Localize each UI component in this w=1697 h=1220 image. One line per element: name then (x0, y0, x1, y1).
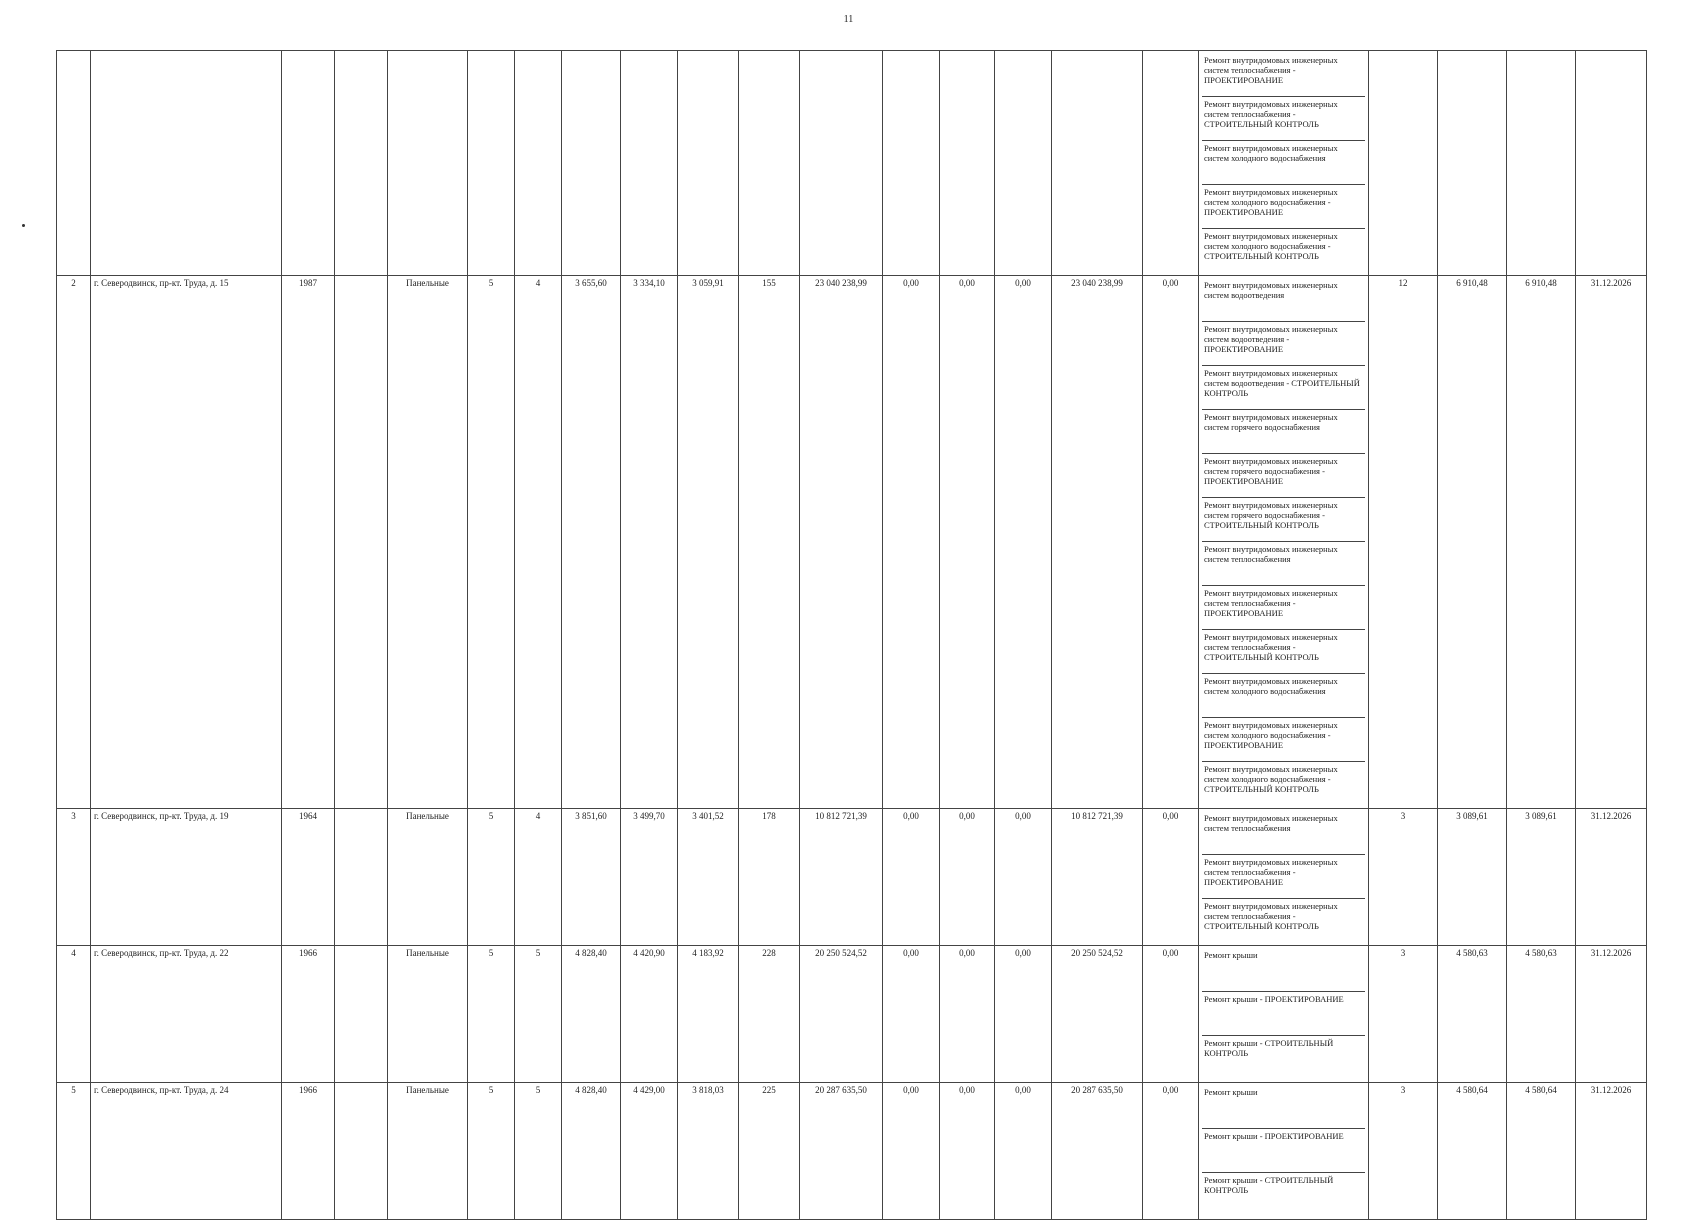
other-funds-cell (1143, 51, 1199, 276)
work-item: Ремонт крыши - ПРОЕКТИРОВАНИЕ (1202, 992, 1365, 1036)
residents-cell: 178 (739, 809, 800, 946)
fund-local-cell: 0,00 (995, 276, 1052, 809)
deadline-cell: 31.12.2026 (1576, 1083, 1647, 1220)
residential-area-cell: 3 401,52 (678, 809, 739, 946)
works-count-cell: 12 (1369, 276, 1438, 809)
row-number (57, 51, 91, 276)
other-funds-cell: 0,00 (1143, 1083, 1199, 1220)
work-item: Ремонт крыши (1202, 948, 1365, 992)
work-item: Ремонт внутридомовых инженерных систем теплоснабжения - ПРОЕКТИРОВАНИЕ (1202, 855, 1365, 899)
row-number: 5 (57, 1083, 91, 1220)
fund-local-cell: 0,00 (995, 1083, 1052, 1220)
cost-total-cell: 23 040 238,99 (800, 276, 883, 809)
commissioning-year-cell: 1966 (282, 946, 335, 1083)
work-item: Ремонт внутридомовых инженерных систем теплоснабжения - СТРОИТЕЛЬНЫЙ КОНТРОЛЬ (1204, 901, 1338, 931)
unit-limit-cell: 6 910,48 (1507, 276, 1576, 809)
unit-cost-cell: 6 910,48 (1438, 276, 1507, 809)
residents-cell: 225 (739, 1083, 800, 1220)
works-count-cell (1369, 51, 1438, 276)
cost-total-cell: 20 287 635,50 (800, 1083, 883, 1220)
table-row (57, 51, 1647, 276)
wall-material-cell: Панельные (388, 276, 468, 809)
table-row (57, 946, 1647, 1083)
reconstruction-year-cell (335, 946, 388, 1083)
work-item: Ремонт внутридомовых инженерных систем горячего водоснабжения - ПРОЕКТИРОВАНИЕ (1202, 454, 1365, 498)
other-funds-cell: 0,00 (1143, 809, 1199, 946)
row-number: 2 (57, 276, 91, 809)
residential-area-cell (678, 51, 739, 276)
owners-funds-cell: 23 040 238,99 (1052, 276, 1143, 809)
fund-regional-cell (940, 51, 995, 276)
unit-limit-cell: 4 580,64 (1507, 1083, 1576, 1220)
fund-federal-cell: 0,00 (883, 809, 940, 946)
premises-area-cell: 4 429,00 (621, 1083, 678, 1220)
work-item: Ремонт внутридомовых инженерных систем холодного водоснабжения - ПРОЕКТИРОВАНИЕ (1202, 718, 1365, 762)
work-item: Ремонт крыши - СТРОИТЕЛЬНЫЙ КОНТРОЛЬ (1204, 1175, 1334, 1195)
work-item: Ремонт внутридомовых инженерных систем теплоснабжения - СТРОИТЕЛЬНЫЙ КОНТРОЛЬ (1202, 97, 1365, 141)
commissioning-year-cell: 1964 (282, 809, 335, 946)
work-item: Ремонт внутридомовых инженерных систем холодного водоснабжения (1202, 674, 1365, 718)
table-body (57, 51, 1647, 1220)
works-count-cell: 3 (1369, 809, 1438, 946)
work-item: Ремонт крыши - СТРОИТЕЛЬНЫЙ КОНТРОЛЬ (1204, 1038, 1334, 1058)
residential-area-cell: 3 059,91 (678, 276, 739, 809)
wall-material-cell: Панельные (388, 809, 468, 946)
address-cell: г. Северодвинск, пр-кт. Труда, д. 19 (91, 809, 282, 946)
works-list-cell (1199, 51, 1369, 276)
address-cell: г. Северодвинск, пр-кт. Труда, д. 24 (91, 1083, 282, 1220)
works-count-cell: 3 (1369, 946, 1438, 1083)
wall-material-cell (388, 51, 468, 276)
reconstruction-year-cell (335, 809, 388, 946)
cost-total-cell: 10 812 721,39 (800, 809, 883, 946)
floors-cell: 5 (468, 809, 515, 946)
work-item: Ремонт внутридомовых инженерных систем водоотведения - ПРОЕКТИРОВАНИЕ (1202, 322, 1365, 366)
works-list-cell (1199, 1083, 1369, 1220)
premises-area-cell (621, 51, 678, 276)
wall-material-cell: Панельные (388, 946, 468, 1083)
reconstruction-year-cell (335, 276, 388, 809)
unit-limit-cell: 3 089,61 (1507, 809, 1576, 946)
owners-funds-cell: 20 287 635,50 (1052, 1083, 1143, 1220)
deadline-cell: 31.12.2026 (1576, 809, 1647, 946)
residents-cell: 155 (739, 276, 800, 809)
deadline-cell (1576, 51, 1647, 276)
work-item: Ремонт внутридомовых инженерных систем теплоснабжения (1202, 811, 1365, 855)
floors-cell: 5 (468, 276, 515, 809)
reconstruction-year-cell (335, 1083, 388, 1220)
work-item: Ремонт внутридомовых инженерных систем холодного водоснабжения - СТРОИТЕЛЬНЫЙ КОНТРОЛЬ (1204, 764, 1338, 794)
unit-cost-cell (1438, 51, 1507, 276)
works-count-cell: 3 (1369, 1083, 1438, 1220)
work-item: Ремонт крыши (1202, 1085, 1365, 1129)
address-cell: г. Северодвинск, пр-кт. Труда, д. 15 (91, 276, 282, 809)
floors-cell: 5 (468, 1083, 515, 1220)
commissioning-year-cell: 1987 (282, 276, 335, 809)
unit-cost-cell: 4 580,63 (1438, 946, 1507, 1083)
work-item: Ремонт внутридомовых инженерных систем теплоснабжения (1202, 542, 1365, 586)
fund-federal-cell (883, 51, 940, 276)
capital-repair-table (56, 50, 1647, 1220)
fund-local-cell (995, 51, 1052, 276)
work-item: Ремонт внутридомовых инженерных систем горячего водоснабжения - СТРОИТЕЛЬНЫЙ КОНТРОЛЬ (1202, 498, 1365, 542)
work-item: Ремонт внутридомовых инженерных систем водоотведения (1202, 278, 1365, 322)
row-number: 3 (57, 809, 91, 946)
wall-material-cell: Панельные (388, 1083, 468, 1220)
residents-cell (739, 51, 800, 276)
fund-regional-cell: 0,00 (940, 809, 995, 946)
entrances-cell: 4 (515, 276, 562, 809)
entrances-cell: 4 (515, 809, 562, 946)
unit-limit-cell: 4 580,63 (1507, 946, 1576, 1083)
work-item: Ремонт внутридомовых инженерных систем холодного водоснабжения - СТРОИТЕЛЬНЫЙ КОНТРОЛЬ (1204, 231, 1338, 261)
page-number: 11 (843, 14, 854, 25)
table-row (57, 276, 1647, 809)
work-item: Ремонт внутридомовых инженерных систем водоотведения - СТРОИТЕЛЬНЫЙ КОНТРОЛЬ (1202, 366, 1365, 410)
fund-regional-cell: 0,00 (940, 1083, 995, 1220)
fund-federal-cell: 0,00 (883, 276, 940, 809)
unit-limit-cell (1507, 51, 1576, 276)
work-item: Ремонт внутридомовых инженерных систем теплоснабжения - ПРОЕКТИРОВАНИЕ (1202, 586, 1365, 630)
residential-area-cell: 4 183,92 (678, 946, 739, 1083)
work-item: Ремонт внутридомовых инженерных систем теплоснабжения - ПРОЕКТИРОВАНИЕ (1202, 53, 1365, 97)
work-item: Ремонт внутридомовых инженерных систем холодного водоснабжения (1202, 141, 1365, 185)
cost-total-cell: 20 250 524,52 (800, 946, 883, 1083)
total-area-cell: 4 828,40 (562, 946, 621, 1083)
unit-cost-cell: 3 089,61 (1438, 809, 1507, 946)
works-list-cell (1199, 946, 1369, 1083)
fund-federal-cell: 0,00 (883, 946, 940, 1083)
reconstruction-year-cell (335, 51, 388, 276)
work-item: Ремонт внутридомовых инженерных систем теплоснабжения - СТРОИТЕЛЬНЫЙ КОНТРОЛЬ (1202, 630, 1365, 674)
floors-cell (468, 51, 515, 276)
other-funds-cell: 0,00 (1143, 276, 1199, 809)
owners-funds-cell: 20 250 524,52 (1052, 946, 1143, 1083)
fund-local-cell: 0,00 (995, 946, 1052, 1083)
fund-regional-cell: 0,00 (940, 276, 995, 809)
other-funds-cell: 0,00 (1143, 946, 1199, 1083)
owners-funds-cell (1052, 51, 1143, 276)
residential-area-cell: 3 818,03 (678, 1083, 739, 1220)
deadline-cell: 31.12.2026 (1576, 946, 1647, 1083)
fund-regional-cell: 0,00 (940, 946, 995, 1083)
floors-cell: 5 (468, 946, 515, 1083)
residents-cell: 228 (739, 946, 800, 1083)
total-area-cell (562, 51, 621, 276)
premises-area-cell: 3 334,10 (621, 276, 678, 809)
table-row (57, 809, 1647, 946)
fund-federal-cell: 0,00 (883, 1083, 940, 1220)
total-area-cell: 4 828,40 (562, 1083, 621, 1220)
unit-cost-cell: 4 580,64 (1438, 1083, 1507, 1220)
premises-area-cell: 4 420,90 (621, 946, 678, 1083)
total-area-cell: 3 655,60 (562, 276, 621, 809)
owners-funds-cell: 10 812 721,39 (1052, 809, 1143, 946)
entrances-cell (515, 51, 562, 276)
address-cell: г. Северодвинск, пр-кт. Труда, д. 22 (91, 946, 282, 1083)
work-item: Ремонт внутридомовых инженерных систем горячего водоснабжения (1202, 410, 1365, 454)
deadline-cell: 31.12.2026 (1576, 276, 1647, 809)
margin-dot (22, 224, 25, 227)
total-area-cell: 3 851,60 (562, 809, 621, 946)
fund-local-cell: 0,00 (995, 809, 1052, 946)
premises-area-cell: 3 499,70 (621, 809, 678, 946)
entrances-cell: 5 (515, 946, 562, 1083)
address-cell (91, 51, 282, 276)
cost-total-cell (800, 51, 883, 276)
commissioning-year-cell (282, 51, 335, 276)
entrances-cell: 5 (515, 1083, 562, 1220)
row-number: 4 (57, 946, 91, 1083)
commissioning-year-cell: 1966 (282, 1083, 335, 1220)
works-list-cell (1199, 276, 1369, 809)
work-item: Ремонт крыши - ПРОЕКТИРОВАНИЕ (1202, 1129, 1365, 1173)
table-row (57, 1083, 1647, 1220)
works-list-cell (1199, 809, 1369, 946)
work-item: Ремонт внутридомовых инженерных систем холодного водоснабжения - ПРОЕКТИРОВАНИЕ (1202, 185, 1365, 229)
